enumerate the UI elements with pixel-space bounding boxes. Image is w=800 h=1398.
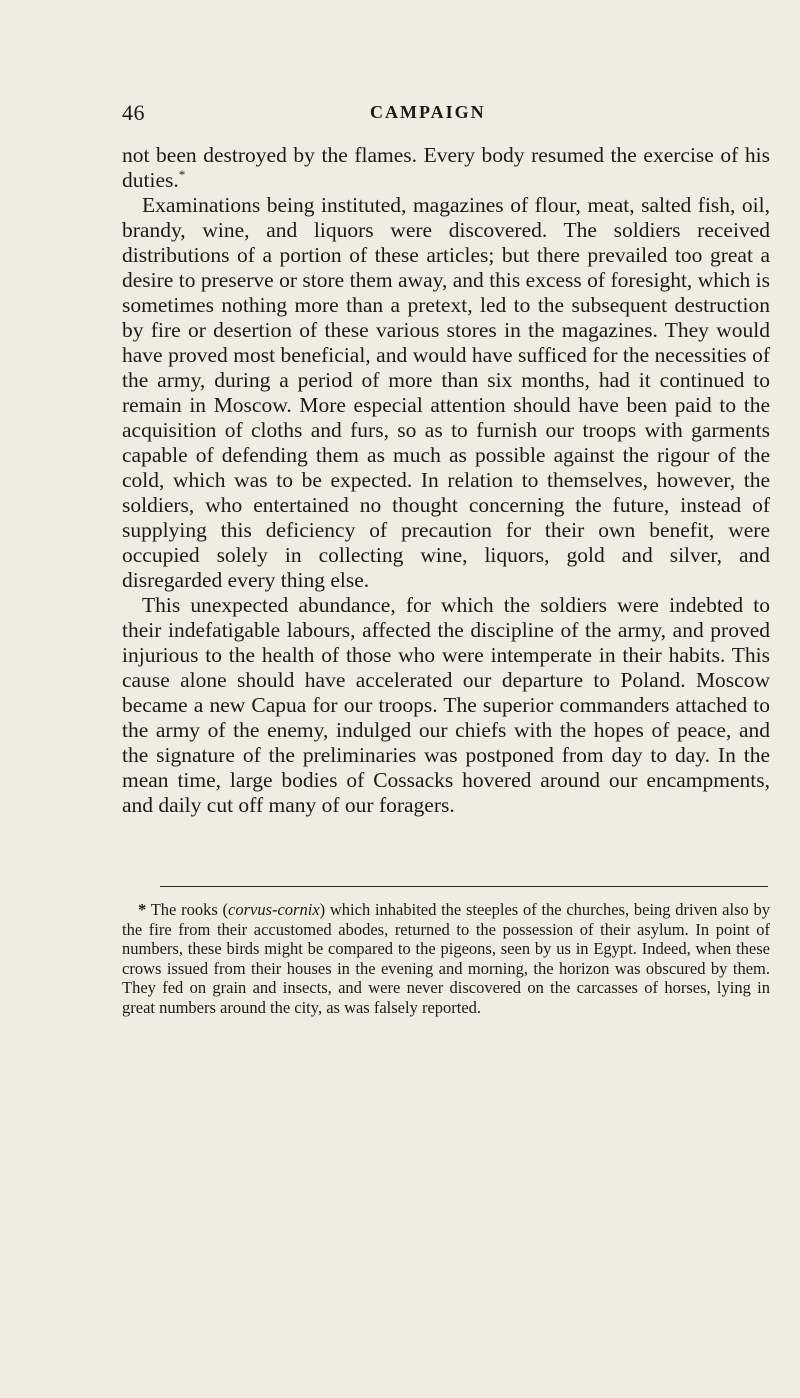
footnote-text-rest: ) which inhabited the steeples of the churches, being driven also by the fire from their accustomed abodes, returned to the possession of their asylum. In point of numbers, these birds might be compared to the pigeons, seen by us in Egypt. Indeed, when these crows issued from their houses in the evening and morning, the horizon was obscured by them. They fed on grain and insects, and were never discovered on the carcasses of horses, lying in great numbers around the city, as was falsely reported. — [122, 900, 770, 1017]
paragraph-text: not been destroyed by the flames. Every body resumed the exercise of his duties. — [122, 143, 770, 192]
footnote-paragraph — [122, 900, 770, 1018]
footnote-reference: * — [178, 166, 186, 182]
paragraph-continued — [122, 143, 770, 193]
footnote-text-start: The rooks ( — [146, 900, 228, 919]
footnote-species-name: corvus-cornix — [228, 900, 320, 919]
footnote — [122, 900, 770, 1018]
running-head: CAMPAIGN — [370, 102, 486, 122]
body-text — [122, 143, 770, 818]
footnote-mark: * — [138, 900, 147, 919]
page-header — [122, 100, 770, 130]
page-number: 46 — [122, 100, 145, 125]
paragraph: Examinations being instituted, magazines of flour, meat, salted fish, oil, brandy, wine, and liquors were discovered. The soldiers received distributions of a portion of these articles; but there prevailed too great a desire to preserve or store them away, and this excess of foresight, which is sometimes nothing more than a pretext, led to the subsequent destruction by fire or desertion of these various stores in the magazines. They would have proved most beneficial, and would have sufficed for the necessities of the army, during a period of more than six months, had it continued to remain in Moscow. More especial attention should have been paid to the acquisition of cloths and furs, so as to furnish our troops with garments capable of defending them as much as possible against the rigour of the cold, which was to be expected. In relation to themselves, however, the soldiers, who entertained no thought concerning the future, instead of supplying this deficiency of precaution for their own benefit, were occupied solely in collecting wine, liquors, gold and silver, and disregarded every thing else. — [122, 193, 770, 592]
paragraph: This unexpected abundance, for which the soldiers were indebted to their indefatigable labours, affected the discipline of the army, and proved injurious to the health of those who were intemperate in their habits. This cause alone should have accelerated our departure to Poland. Moscow became a new Capua for our troops. The superior commanders attached to the army of the enemy, indulged our chiefs with the hopes of peace, and the signature of the preliminaries was postponed from day to day. In the mean time, large bodies of Cossacks hovered around our encampments, and daily cut off many of our foragers. — [122, 593, 770, 817]
footnote-divider — [160, 886, 768, 887]
